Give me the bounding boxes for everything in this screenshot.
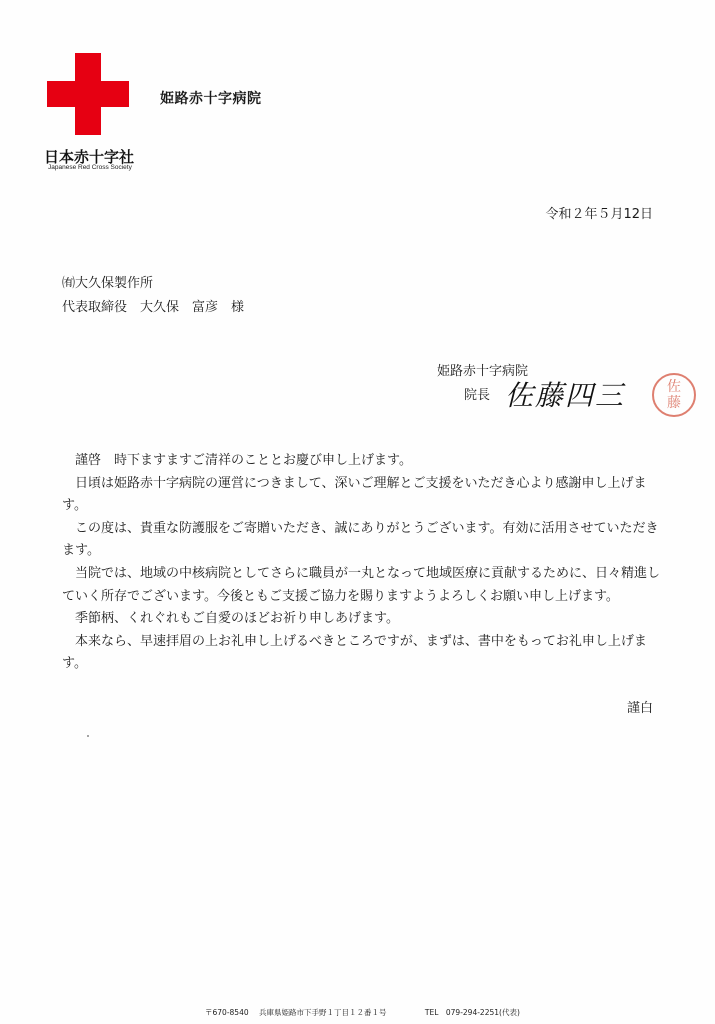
body-paragraph: 季節柄、くれぐれもご自愛のほどお祈り申しあげます。 [75,611,399,627]
footer-postal-code: 〒670-8540 [205,1008,249,1017]
body-paragraph: この度は、貴重な防護服をご寄贈いただき、誠にありがとうございます。有効に活用させていただきます。 [62,520,659,559]
letter-body [62,450,662,676]
scan-speck [87,735,89,737]
director-signature: 佐藤四三 [505,379,626,412]
recipient-person: 代表取締役 大久保 富彦 様 [62,300,245,315]
red-cross-icon [47,53,129,135]
body-paragraph: 本来なら、早速拝眉の上お礼申し上げるべきところですが、まずは、書中をもってお礼申し上げます。 [62,633,647,672]
body-paragraph: 謹啓 時下ますますご清祥のこととお慶び申し上げます。 [75,453,412,468]
closing-word: 謹白 [626,701,653,716]
body-paragraph: 日頃は姫路赤十字病院の運営につきまして、深いご理解とご支援をいただき心より感謝申し上げます。 [62,475,647,514]
recipient-company: ㈲大久保製作所 [62,276,154,291]
sender-hospital: 姫路赤十字病院 [437,364,529,379]
footer-address: 兵庫県姫路市下手野１丁目１２番１号 [259,1008,387,1017]
red-cross-logo [38,50,148,175]
recipient-block [62,272,244,320]
personal-seal-stamp [652,373,696,417]
footer-contact [205,1007,520,1018]
seal-character: 佐 [667,379,681,395]
body-paragraph: 当院では、地域の中核病院としてさらに職員が一丸となって地域医療に貢献するために、日々精進していく所存でございます。今後ともご支援ご協力を賜りますようよろしくお願い申し上げます。 [62,565,661,604]
letter-date: 令和２年５月12日 [545,207,653,222]
sender-title: 院長 [464,388,491,403]
logo-name-en: Japanese Red Cross Society [48,164,132,171]
letterhead-hospital-name: 姫路赤十字病院 [160,91,262,107]
seal-character: 藤 [667,395,681,411]
footer-telephone: TEL 079-294-2251(代表) [424,1008,520,1017]
logo-name-jp: 日本赤十字社 [44,148,135,166]
